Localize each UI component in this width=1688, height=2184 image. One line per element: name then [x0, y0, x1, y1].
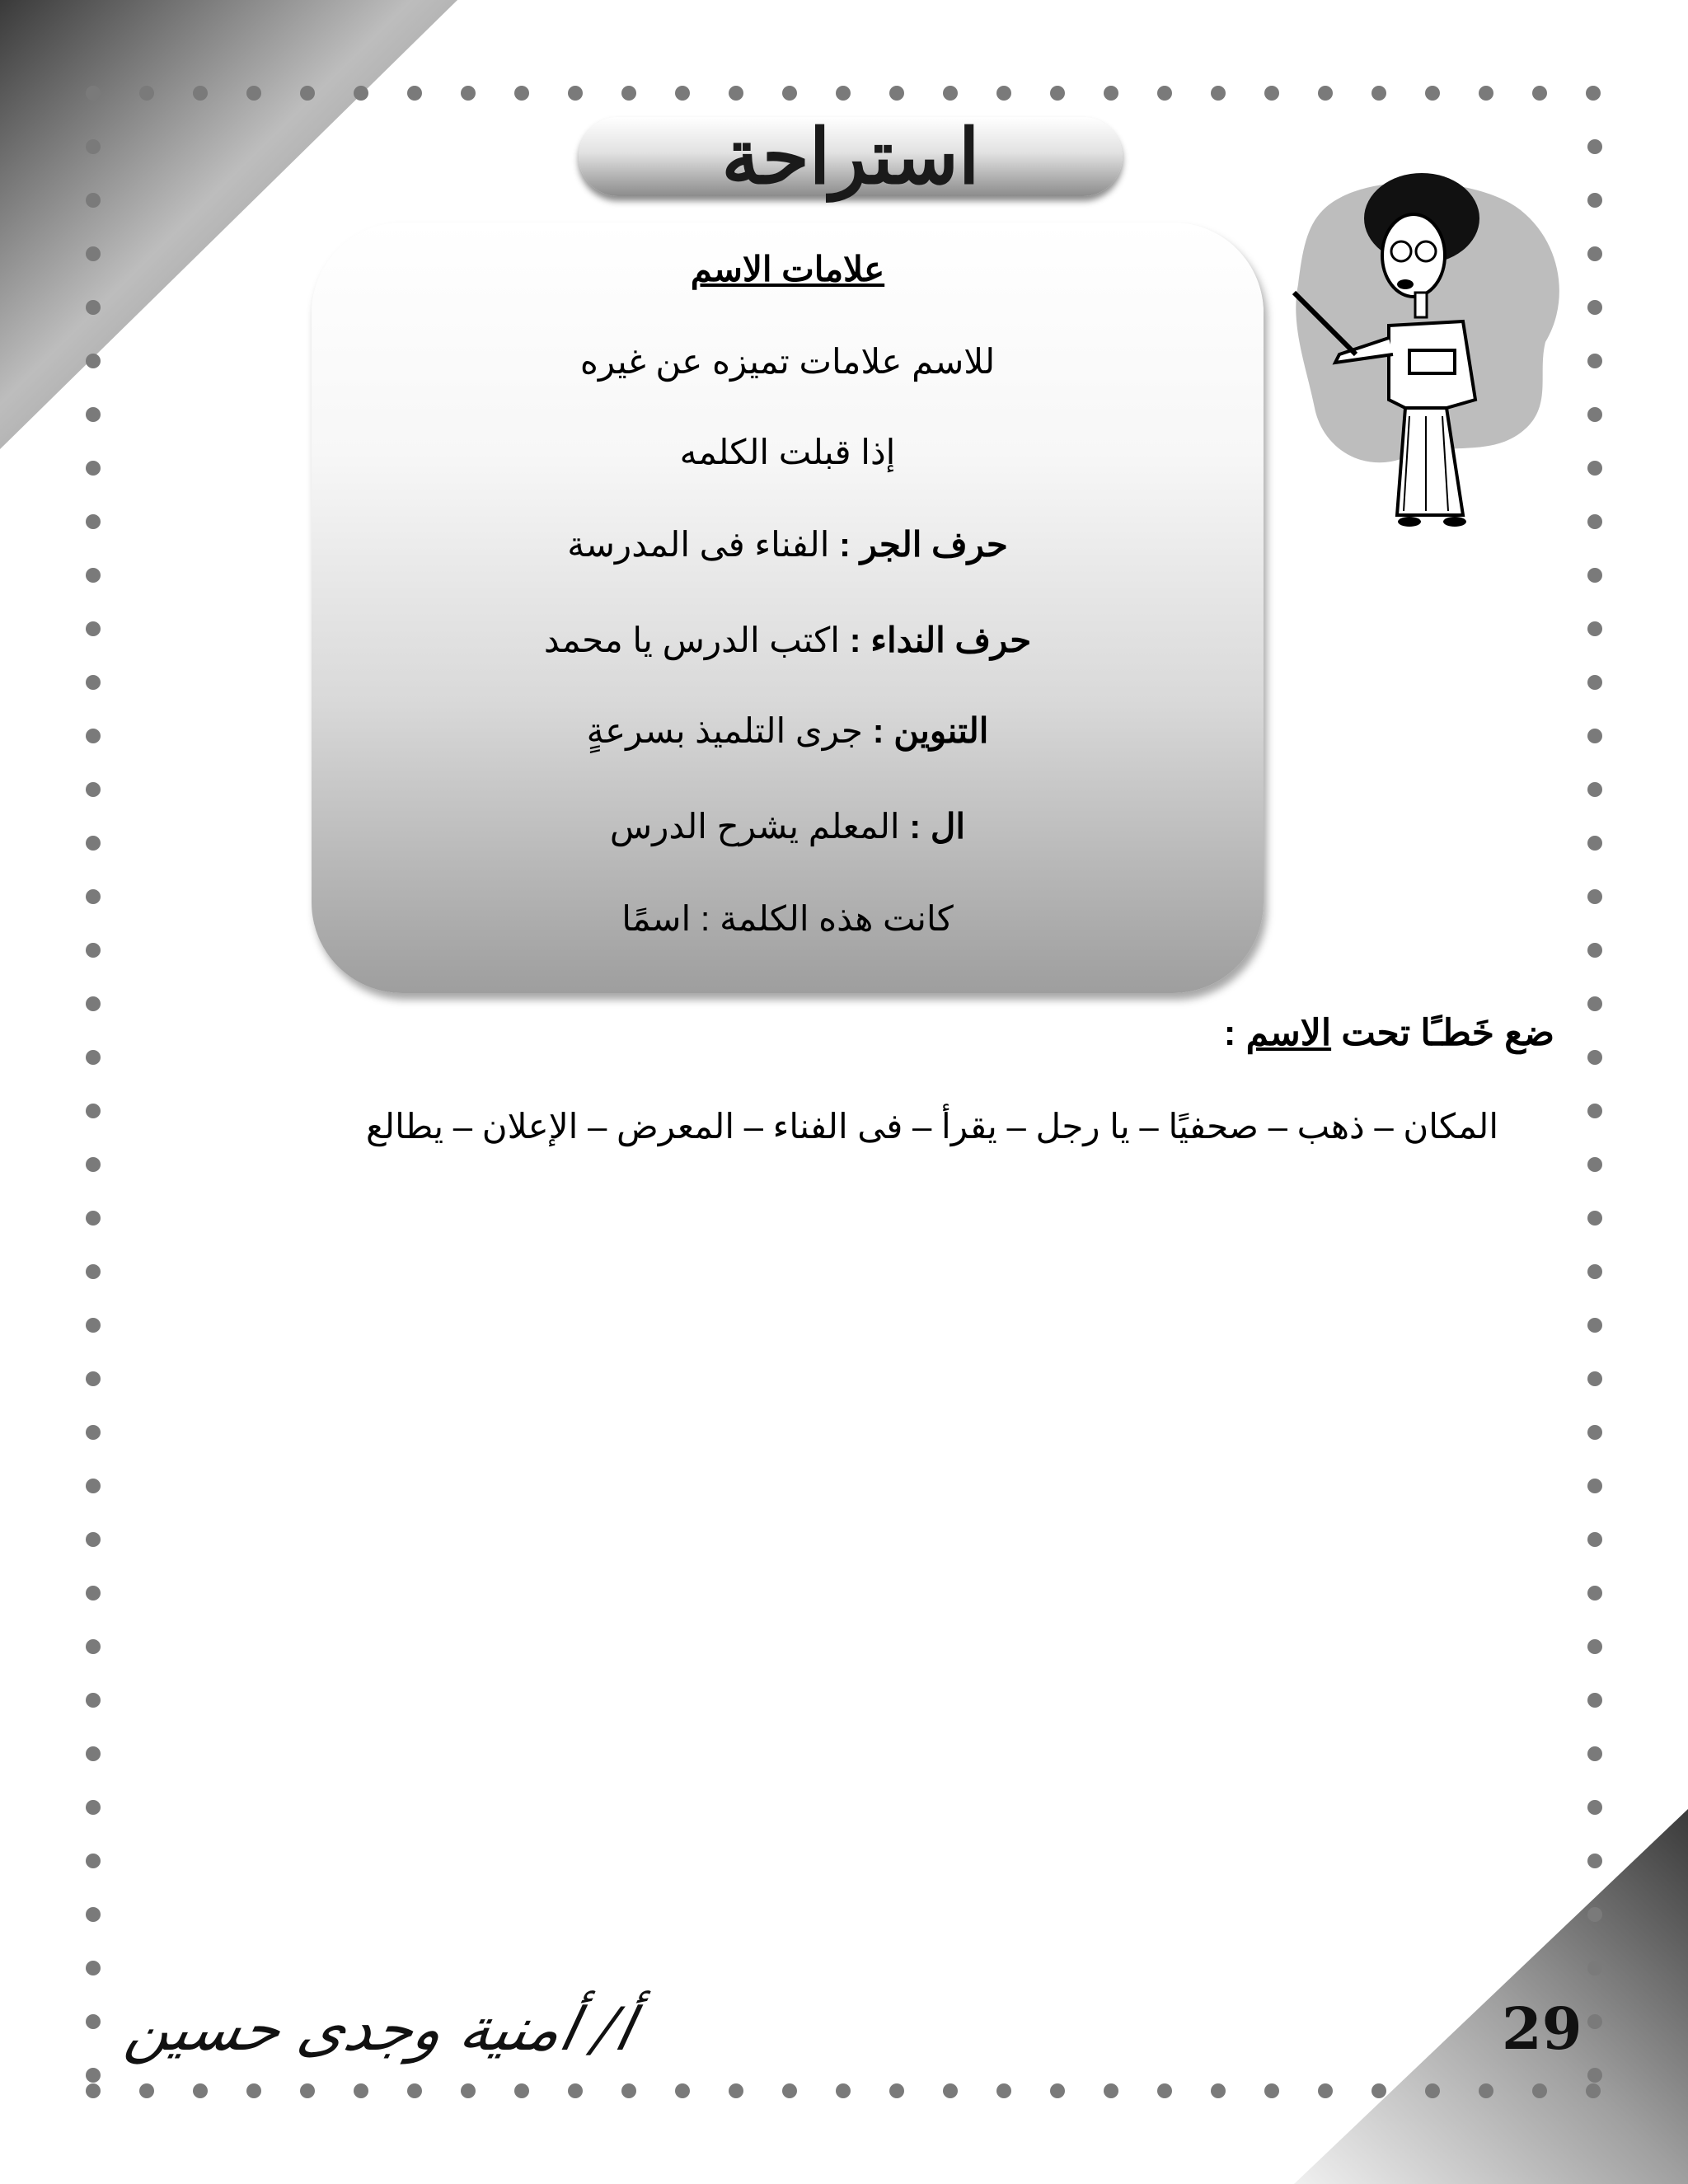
border-dot [1587, 1425, 1602, 1440]
border-dot [996, 86, 1011, 101]
border-dot [568, 86, 583, 101]
border-dot [86, 354, 101, 368]
border-dot [1587, 193, 1602, 208]
border-dot [1587, 1746, 1602, 1761]
border-dot [1587, 943, 1602, 958]
border-dot [568, 2083, 583, 2098]
border-dot [86, 1479, 101, 1493]
border-dot [1425, 86, 1440, 101]
border-dot [86, 836, 101, 851]
page-title: استراحة [721, 112, 980, 201]
border-dot [1587, 1800, 1602, 1815]
border-dot [1587, 2014, 1602, 2029]
border-dot [1587, 300, 1602, 315]
sign-example: اكتب الدرس يا محمد [543, 621, 850, 659]
border-dot [193, 86, 208, 101]
border-dot [1587, 1693, 1602, 1708]
border-dot [193, 2083, 208, 2098]
lesson-intro: للاسم علامات تميزه عن غيره [579, 342, 996, 381]
border-dot [1587, 1264, 1602, 1279]
border-dot [139, 86, 154, 101]
border-dot [675, 2083, 690, 2098]
sign-example: الفناء فى المدرسة [567, 525, 840, 564]
border-dot [1587, 675, 1602, 690]
border-dot [86, 139, 101, 154]
border-dot [1587, 782, 1602, 797]
border-dot [86, 1800, 101, 1815]
lesson-box [312, 223, 1264, 993]
border-dot [1587, 2068, 1602, 2083]
border-dot [1157, 2083, 1172, 2098]
border-dot [1587, 514, 1602, 529]
border-dot [1587, 1961, 1602, 1975]
border-dot [86, 86, 101, 101]
page-number: 29 [1502, 1994, 1582, 2063]
border-dot [1587, 836, 1602, 851]
teacher-illustration [1273, 161, 1587, 556]
border-dot [354, 86, 368, 101]
border-dot [86, 1211, 101, 1226]
border-dot [1211, 86, 1226, 101]
title-banner [579, 112, 1123, 201]
border-dot [675, 86, 690, 101]
border-dot [1587, 1639, 1602, 1654]
instruction-prefix: ضع خَطـًا تحت [1331, 1013, 1554, 1053]
border-dot [86, 675, 101, 690]
instruction-suffix: : [1223, 1013, 1246, 1053]
border-dot [407, 2083, 422, 2098]
border-dot [86, 1318, 101, 1333]
border-dot [1264, 2083, 1279, 2098]
border-dot [729, 2083, 743, 2098]
border-dot [996, 2083, 1011, 2098]
border-dot [1587, 246, 1602, 261]
border-dot [621, 2083, 636, 2098]
border-dot [729, 86, 743, 101]
border-dot [514, 2083, 529, 2098]
border-dot [943, 86, 958, 101]
border-dot [1211, 2083, 1226, 2098]
border-dot [407, 86, 422, 101]
border-dot [300, 2083, 315, 2098]
border-dot [86, 1371, 101, 1386]
border-dot [86, 889, 101, 904]
border-dot [1318, 2083, 1333, 2098]
border-dot [1587, 621, 1602, 636]
sign-example: المعلم يشرح الدرس [609, 807, 910, 846]
border-dot [1532, 86, 1547, 101]
border-dot [1050, 2083, 1065, 2098]
border-dot [782, 86, 797, 101]
border-dot [1587, 889, 1602, 904]
sign-label: حرف الجر : [839, 525, 1008, 564]
border-dot [86, 1639, 101, 1654]
border-dot [86, 2068, 101, 2083]
border-dot [86, 1907, 101, 1922]
border-dot [86, 1746, 101, 1761]
border-dot [1587, 1371, 1602, 1386]
border-dot [943, 2083, 958, 2098]
border-dot [1587, 1854, 1602, 1868]
sign-al [312, 806, 1264, 846]
author-signature: أ/ أمنية وجدى حسين [120, 1994, 640, 2064]
border-dot [1372, 2083, 1386, 2098]
border-dot [300, 86, 315, 101]
border-dot [1587, 354, 1602, 368]
border-dot [1587, 1586, 1602, 1601]
border-dot [139, 2083, 154, 2098]
border-dot [86, 1586, 101, 1601]
sign-preposition [312, 524, 1264, 565]
border-dot [1587, 461, 1602, 476]
border-dot [86, 246, 101, 261]
border-dot [86, 568, 101, 583]
border-dot [1157, 86, 1172, 101]
border-dot [1587, 1479, 1602, 1493]
border-dot [889, 2083, 904, 2098]
lesson-condition: إذا قبلت الكلمه [679, 433, 896, 471]
border-dot [1264, 86, 1279, 101]
sign-example: جرى التلميذ بسرعةٍ [586, 711, 873, 750]
border-dot [86, 1532, 101, 1547]
border-dot [1318, 86, 1333, 101]
border-dot [1479, 2083, 1493, 2098]
sign-vocative [312, 620, 1264, 660]
border-dot [889, 86, 904, 101]
lesson-heading: علامات الاسم [690, 250, 885, 288]
border-dot [86, 782, 101, 797]
exercise-words: المكان – ذهب – صحفيًا – يا رجل – يقرأ – فى الفناء – المعرض – الإعلان – يطالع [365, 1107, 1498, 1146]
lesson-conclusion: كانت هذه الكلمة : اسمًا [621, 899, 954, 938]
border-dot [86, 2083, 101, 2098]
border-dot [1050, 86, 1065, 101]
border-dot [246, 2083, 261, 2098]
border-dot [461, 86, 476, 101]
border-dot [1587, 407, 1602, 422]
border-dot [86, 300, 101, 315]
border-dot [782, 2083, 797, 2098]
instruction-target: الاسم [1245, 1013, 1332, 1053]
border-dot [86, 1264, 101, 1279]
border-dot [461, 2083, 476, 2098]
border-dot [1587, 139, 1602, 154]
border-dot [86, 621, 101, 636]
sign-label: التنوين : [872, 711, 989, 750]
border-dot [86, 2014, 101, 2029]
border-dot [1587, 1532, 1602, 1547]
border-dot [1104, 2083, 1118, 2098]
border-dot [1587, 568, 1602, 583]
border-dot [86, 1693, 101, 1708]
border-dot [86, 1425, 101, 1440]
border-dot [621, 86, 636, 101]
border-dot [86, 996, 101, 1011]
border-dot [1479, 86, 1493, 101]
border-dot [86, 943, 101, 958]
border-dot [1104, 86, 1118, 101]
border-dot [86, 1050, 101, 1065]
border-dot [1587, 1157, 1602, 1172]
border-dot [86, 514, 101, 529]
border-dot [86, 1961, 101, 1975]
border-dot [1587, 1318, 1602, 1333]
border-dot [836, 86, 851, 101]
border-dot [1587, 1907, 1602, 1922]
border-dot [514, 86, 529, 101]
border-dot [1587, 1211, 1602, 1226]
border-dot [1586, 2083, 1601, 2098]
border-dot [86, 1854, 101, 1868]
border-dot [1587, 1104, 1602, 1118]
border-dot [1587, 996, 1602, 1011]
border-dot [1372, 86, 1386, 101]
border-dot [86, 461, 101, 476]
border-dot [1586, 86, 1601, 101]
border-dot [1532, 2083, 1547, 2098]
border-dot [1587, 729, 1602, 743]
border-dot [86, 407, 101, 422]
border-dot [246, 86, 261, 101]
border-dot [1587, 1050, 1602, 1065]
sign-label: حرف النداء : [849, 621, 1032, 659]
border-dot [354, 2083, 368, 2098]
exercise-instruction [1224, 1012, 1554, 1054]
border-dot [86, 1157, 101, 1172]
border-dot [86, 729, 101, 743]
sign-label: ال : [909, 807, 966, 846]
border-dot [836, 2083, 851, 2098]
border-dot [1425, 2083, 1440, 2098]
border-dot [86, 1104, 101, 1118]
sign-tanween [312, 710, 1264, 751]
border-dot [86, 193, 101, 208]
